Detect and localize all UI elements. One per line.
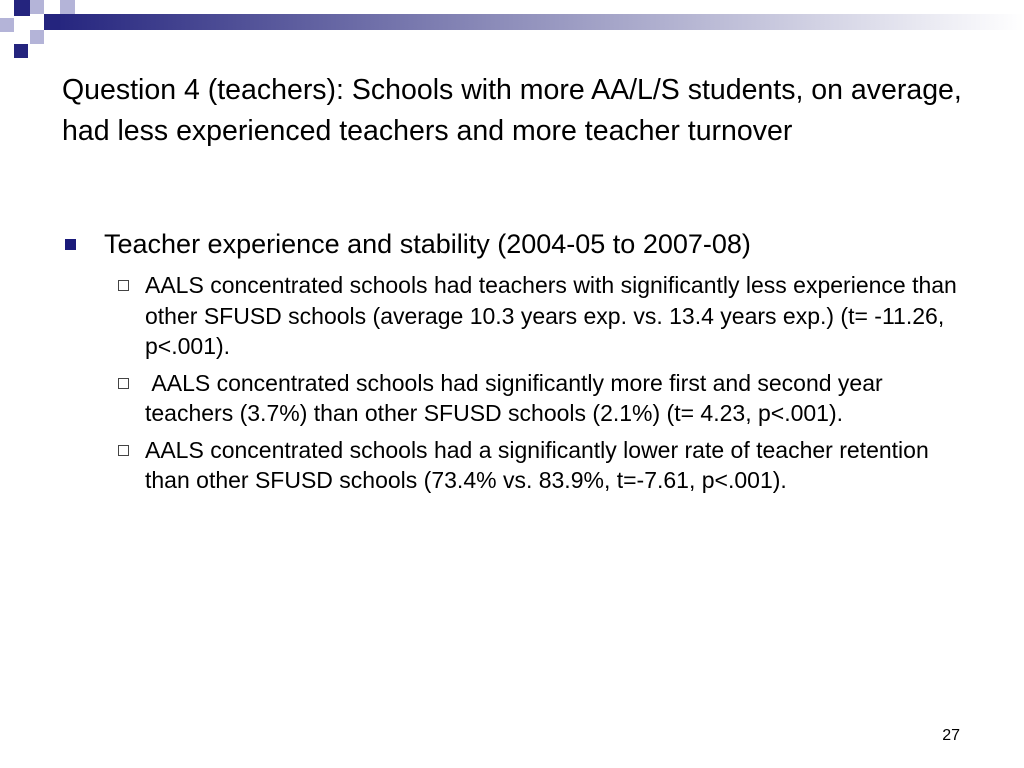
hollow-square-bullet-icon bbox=[118, 445, 129, 456]
sub-bullet-text: AALS concentrated schools had teachers with significantly less experience than other SFUSD schools (average 10.3 years exp. vs. 13.4 years exp.) (t= -11.26, p<.001). bbox=[145, 272, 957, 359]
decor-square-light-4 bbox=[30, 30, 44, 44]
sub-bullet-text: AALS concentrated schools had significantly more first and second year teachers (3.7%) than other SFUSD schools (2.1%) (t= 4.23, p<.001). bbox=[145, 369, 890, 426]
square-bullet-icon bbox=[65, 239, 76, 250]
hollow-square-bullet-icon bbox=[118, 280, 129, 291]
sub-bullet-item bbox=[62, 368, 962, 429]
bullet-text: Teacher experience and stability (2004-05 to 2007-08) bbox=[104, 229, 751, 259]
header-gradient-bar bbox=[50, 14, 1024, 30]
decor-square-dark-2 bbox=[44, 14, 60, 30]
page-number: 27 bbox=[942, 727, 960, 744]
decor-square-light-1 bbox=[30, 0, 44, 14]
sub-bullet-item bbox=[62, 435, 962, 496]
decor-square-dark-3 bbox=[14, 44, 28, 58]
slide-title: Question 4 (teachers): Schools with more AA/L/S students, on average, had less experienced teachers and more teacher turnover bbox=[62, 74, 962, 147]
decor-square-dark-1 bbox=[14, 0, 30, 16]
decor-square-light-2 bbox=[60, 0, 75, 14]
slide-content bbox=[62, 224, 962, 502]
hollow-square-bullet-icon bbox=[118, 378, 129, 389]
bullet-level-1 bbox=[62, 224, 962, 264]
header-decoration bbox=[0, 0, 1024, 60]
sub-bullet-text: AALS concentrated schools had a significantly lower rate of teacher retention than other SFUSD schools (73.4% vs. 83.9%, t=-7.61, p<.001). bbox=[145, 436, 929, 493]
decor-square-light-3 bbox=[0, 18, 14, 32]
sub-bullet-item bbox=[62, 270, 962, 362]
sub-bullet-list bbox=[62, 270, 962, 496]
